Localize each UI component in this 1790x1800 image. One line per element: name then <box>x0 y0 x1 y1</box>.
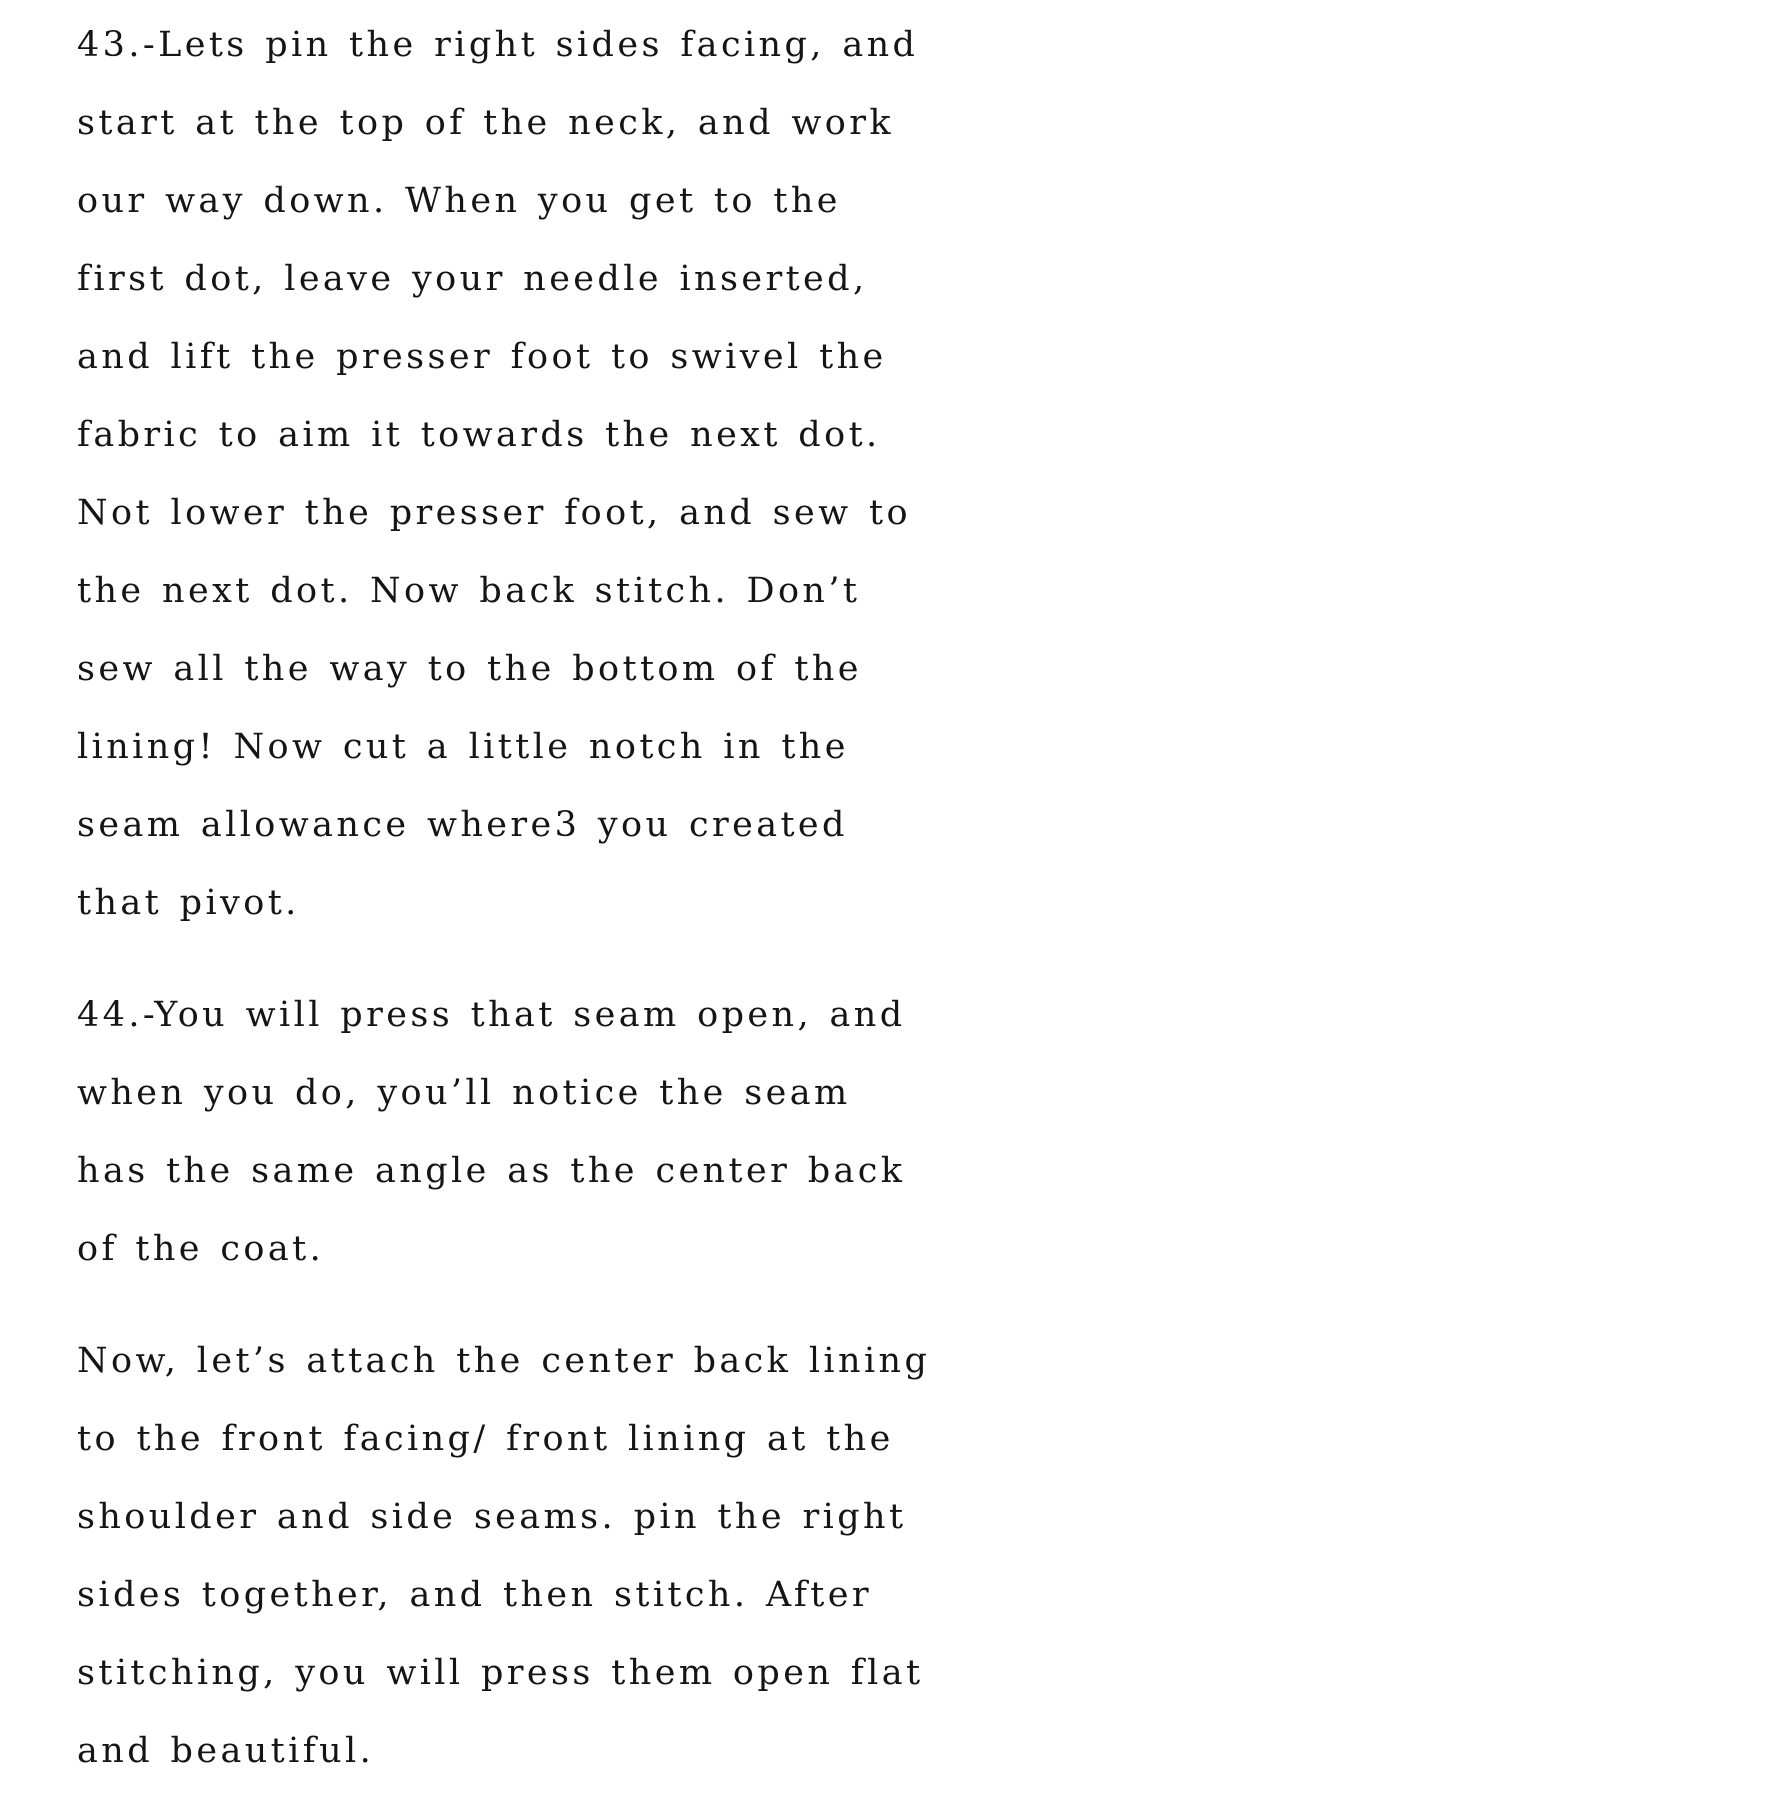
text-line: stitching, you will press them open flat <box>77 1653 924 1693</box>
text-line: sides together, and then stitch. After <box>77 1575 872 1615</box>
text-line: start at the top of the neck, and work <box>77 103 895 143</box>
text-line: Not lower the presser foot, and sew to <box>77 493 911 533</box>
paragraph-attach-lining <box>77 1322 937 1790</box>
text-line: seam allowance where3 you created <box>77 805 848 845</box>
text-line: and lift the presser foot to swivel the <box>77 337 887 377</box>
text-line: 43.-Lets pin the right sides facing, and <box>77 25 919 65</box>
text-line: first dot, leave your needle inserted, <box>77 259 868 299</box>
text-line: lining! Now cut a little notch in the <box>77 727 849 767</box>
text-line: the next dot. Now back stitch. Don’t <box>77 571 861 611</box>
text-line: 44.-You will press that seam open, and <box>77 995 906 1035</box>
text-line: of the coat. <box>77 1229 325 1269</box>
text-line: Now, let’s attach the center back lining <box>77 1341 931 1381</box>
paragraph-step-43 <box>77 6 937 942</box>
text-line: when you do, you’ll notice the seam <box>77 1073 851 1113</box>
text-line: fabric to aim it towards the next dot. <box>77 415 881 455</box>
text-line: shoulder and side seams. pin the right <box>77 1497 907 1537</box>
text-line: that pivot. <box>77 883 300 923</box>
paragraph-spacing <box>77 942 937 976</box>
text-line: to the front facing/ front lining at the <box>77 1419 894 1459</box>
paragraph-step-44 <box>77 976 937 1288</box>
text-line: and beautiful. <box>77 1731 375 1771</box>
text-line: has the same angle as the center back <box>77 1151 906 1191</box>
paragraph-spacing <box>77 1288 937 1322</box>
document-page <box>77 6 937 1790</box>
text-line: our way down. When you get to the <box>77 181 841 221</box>
text-line: sew all the way to the bottom of the <box>77 649 862 689</box>
